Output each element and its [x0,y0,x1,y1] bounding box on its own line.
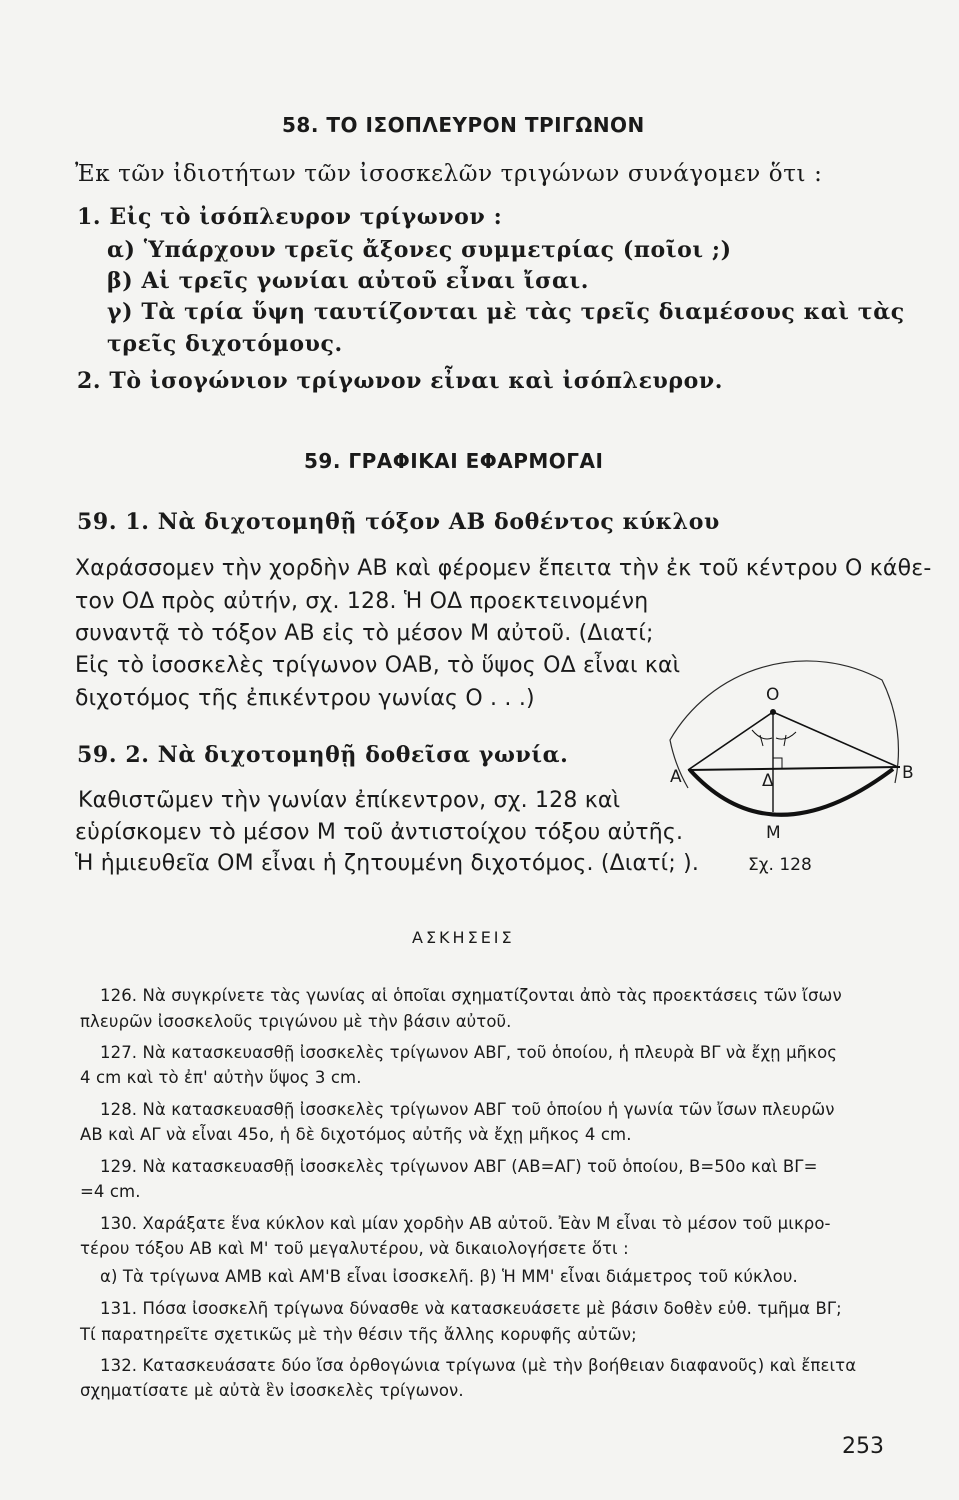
angle-arc-left [752,730,772,739]
exercise-line: 4 cm καὶ τὸ ἐπ' αὐτὴν ὕψος 3 cm. [80,1068,362,1087]
label-O: Ο [766,685,780,705]
section-59-2-line: εὑρίσκομεν τὸ μέσον Μ τοῦ ἀντιστοίχου τόξου αὐτῆς. [75,820,684,845]
section-59-1-line: συναντᾷ τὸ τόξον ΑΒ εἰς τὸ μέσον Μ αὐτοῦ. (Διατί; [75,621,654,646]
radius-OB [773,712,898,767]
label-D: Δ [762,771,774,791]
exercise-line: ΑΒ καὶ ΑΓ νὰ εἶναι 45ο, ἡ δὲ διχοτόμος αὐτῆς νὰ ἔχῃ μῆκος 4 cm. [80,1125,632,1144]
section-59-2-line: Καθιστῶμεν τὴν γωνίαν ἐπίκεντρον, σχ. 128 καὶ [78,788,621,813]
exercise-line: Τί παρατηρεῖτε σχετικῶς μὲ τὴν θέσιν τῆς ἄλλης κορυφῆς αὐτῶν; [80,1325,637,1344]
right-angle-mark [773,758,782,768]
section-59-1-title: 59. 1. Νὰ διχοτομηθῇ τόξον ΑΒ δοθέντος κύκλου [77,509,720,535]
exercise-line: 127. Νὰ κατασκευασθῇ ἰσοσκελὲς τρίγωνον ΑΒΓ, τοῦ ὁποίου, ἡ πλευρὰ ΒΓ νὰ ἔχῃ μῆκος [100,1043,838,1062]
center-point [770,709,776,715]
item-2: 2. Τὸ ἰσογώνιον τρίγωνον εἶναι καὶ ἰσόπλευρον. [77,368,724,394]
label-M: Μ [766,823,781,843]
section-59-1-line: τον ΟΔ πρὸς αὐτήν, σχ. 128. Ἡ ΟΔ προεκτεινομένη [75,589,649,614]
angle-tick-right [784,735,786,746]
section-59-heading: 59. ΓΡΑΦΙΚΑΙ ΕΦΑΡΜΟΓΑΙ [304,449,604,473]
exercise-line: 126. Νὰ συγκρίνετε τὰς γωνίας αἱ ὁποῖαι σχηματίζονται ἀπὸ τὰς προεκτάσεις τῶν ἴσων [100,986,842,1005]
arc-AB [690,769,893,815]
section-58-heading: 58. ΤΟ ΙΣΟΠΛΕΥΡΟΝ ΤΡΙΓΩΝΟΝ [282,113,645,137]
exercise-line: =4 cm. [80,1182,141,1201]
item-1: 1. Εἰς τὸ ἰσόπλευρον τρίγωνον : [77,204,503,230]
exercise-line: πλευρῶν ἰσοσκελοῦς τριγώνου μὲ τὴν βάσιν αὐτοῦ. [80,1012,512,1031]
exercise-line: σχηματίσατε μὲ αὐτὰ ἓν ἰσοσκελὲς τρίγωνον. [80,1381,464,1400]
exercise-line: α) Τὰ τρίγωνα ΑΜΒ καὶ ΑΜ'Β εἶναι ἰσοσκελῆ. β) Ἡ ΜΜ' εἶναι διάμετρος τοῦ κύκλου. [100,1267,798,1286]
section-59-2-title: 59. 2. Νὰ διχοτομηθῇ δοθεῖσα γωνία. [77,742,569,768]
exercise-line: 132. Κατασκευάσατε δύο ἴσα ὀρθογώνια τρίγωνα (μὲ τὴν βοήθειαν διαφανοῦς) καὶ ἔπειτα [100,1356,857,1375]
radius-OA [688,712,773,770]
item-1c-line1: γ) Τὰ τρία ὕψη ταυτίζονται μὲ τὰς τρεῖς διαμέσους καὶ τὰς [107,299,905,325]
page-number: 253 [842,1434,884,1459]
item-1b: β) Αἱ τρεῖς γωνίαι αὐτοῦ εἶναι ἴσαι. [107,268,589,294]
section-59-1-line: Εἰς τὸ ἰσοσκελὲς τρίγωνον ΟΑΒ, τὸ ὕψος ΟΔ εἶναι καὶ [75,653,681,678]
section-59-2-line: Ἡ ἡμιευθεῖα ΟΜ εἶναι ἡ ζητουμένη διχοτόμος. (Διατί; ). [75,851,700,876]
angle-tick-left [760,735,763,746]
figure-128 [664,636,954,886]
label-A: Α [670,767,682,787]
figure-caption: Σχ. 128 [748,855,812,875]
exercises-heading: ΑΣΚΗΣΕΙΣ [412,928,515,947]
section-59-1-line: διχοτόμος τῆς ἐπικέντρου γωνίας Ο . . .) [75,686,535,711]
exercise-line: τέρου τόξου ΑΒ καὶ Μ' τοῦ μεγαλυτέρου, νὰ δικαιολογήσετε ὅτι : [80,1239,629,1258]
label-B: Β [902,763,914,783]
exercise-line: 131. Πόσα ἰσοσκελῆ τρίγωνα δύνασθε νὰ κατασκευάσετε μὲ βάσιν δοθὲν εὐθ. τμῆμα ΒΓ; [100,1299,842,1318]
exercise-line: 130. Χαράξατε ἕνα κύκλον καὶ μίαν χορδὴν ΑΒ αὐτοῦ. Ἐὰν Μ εἶναι τὸ μέσον τοῦ μικρο- [100,1214,831,1233]
section-58-intro: Ἐκ τῶν ἰδιοτήτων τῶν ἰσοσκελῶν τριγώνων συνάγομεν ὅτι : [75,161,823,187]
item-1a: α) Ὑπάρχουν τρεῖς ἄξονες συμμετρίας (ποῖοι ;) [107,237,732,263]
exercise-line: 128. Νὰ κατασκευασθῇ ἰσοσκελὲς τρίγωνον ΑΒΓ τοῦ ὁποίου ἡ γωνία τῶν ἴσων πλευρῶν [100,1100,835,1119]
section-59-1-line: Χαράσσομεν τὴν χορδὴν ΑΒ καὶ φέρομεν ἔπειτα τὴν ἐκ τοῦ κέντρου Ο κάθε- [75,556,932,581]
chord-AB [688,767,900,770]
exercise-line: 129. Νὰ κατασκευασθῇ ἰσοσκελὲς τρίγωνον ΑΒΓ (ΑΒ=ΑΓ) τοῦ ὁποίου, Β=50ο καὶ ΒΓ= [100,1157,818,1176]
item-1c-line2: τρεῖς διχοτόμους. [107,331,343,357]
